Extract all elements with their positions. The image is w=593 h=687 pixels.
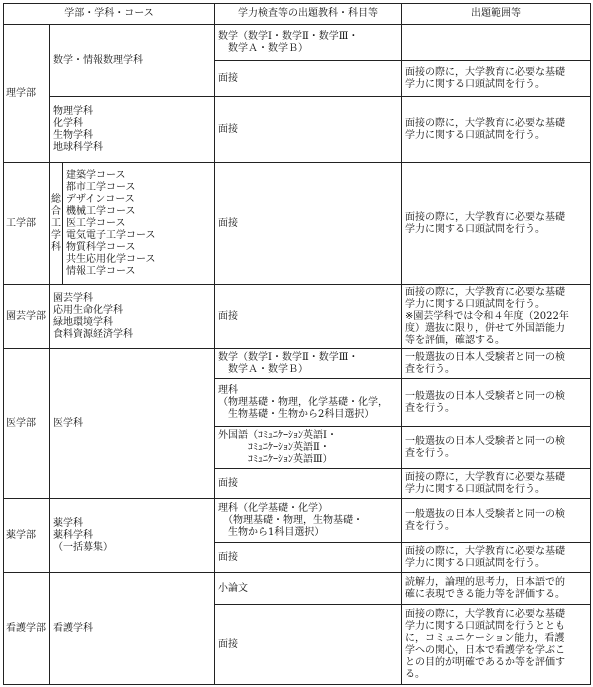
dept-math: 数学・情報数理学科 [50,25,215,97]
header-range: 出題範囲等 [402,4,591,25]
subject-cell: 面接 [215,97,402,163]
subject-cell: 面接 [215,285,402,349]
subject-cell: 面接 [215,605,402,685]
range-cell: 面接の際に，大学教育に必要な基礎 学力に関する口頭試問を行う。 ※園芸学科では令和４年度（2022年 度）選抜に限り，併せて外国語能力 等を評価，確認する。 [402,285,591,349]
faculty-yakugaku: 薬学部 [4,499,50,573]
subject-cell: 面接 [215,61,402,97]
range-cell [402,25,591,61]
faculty-rigaku: 理学部 [4,25,50,163]
range-cell: 面接の際に，大学教育に必要な基礎 学力に関する口頭試問を行う。 [402,163,591,285]
range-cell: 面接の際に，大学教育に必要な基礎 学力に関する口頭試問を行う。 [402,543,591,573]
range-cell: 面接の際に，大学教育に必要な基礎 学力に関する口頭試問を行う。 [402,469,591,499]
range-cell: 一般選抜の日本人受験者と同一の検 査を行う。 [402,349,591,379]
subject-cell: 理科 （物理基礎・物理，化学基礎・化学， 生物基礎・生物から2科目選択） [215,379,402,427]
dept-sogo-kogaku: 総合工学科 [50,163,63,285]
table-row [4,25,591,61]
subject-cell: 外国語（ｺﾐｭﾆｹｰｼｮﾝ英語Ⅰ・ ｺﾐｭﾆｹｰｼｮﾝ英語Ⅱ・ ｺﾐｭﾆｹｰｼｮﾝ英語Ⅲ） [215,427,402,469]
range-cell: 面接の際に，大学教育に必要な基礎 学力に関する口頭試問を行う。 [402,61,591,97]
subject-cell: 理科（化学基礎・化学） （物理基礎・物理，生物基礎・ 生物から1科目選択） [215,499,402,543]
table-row [4,349,591,379]
dept-science: 物理学科 化学科 生物学科 地球科学科 [50,97,215,163]
range-cell: 面接の際に，大学教育に必要な基礎 学力に関する口頭試問を行うととも に，コミュニケーション能力，看護 学への関心，日本で看護学を学ぶこ との目的が明確であるか等を評価す る。 [402,605,591,685]
dept-kango: 看護学科 [50,573,215,685]
faculty-kango: 看護学部 [4,573,50,685]
header-row [4,4,591,25]
faculty-engei: 園芸学部 [4,285,50,349]
subject-cell: 数学（数学Ⅰ・数学Ⅱ・数学Ⅲ・ 数学Ａ・数学Ｂ） [215,25,402,61]
range-cell: 一般選抜の日本人受験者と同一の検 査を行う。 [402,499,591,543]
header-subject: 学力検査等の出題教科・科目等 [215,4,402,25]
subject-cell: 面接 [215,163,402,285]
table-row [4,285,591,349]
range-cell: 面接の際に，大学教育に必要な基礎 学力に関する口頭試問を行う。 [402,97,591,163]
exam-subjects-table [3,3,591,685]
range-cell: 読解力，論理的思考力，日本語で的 確に表現できる能力等を評価する。 [402,573,591,605]
table-row [4,163,591,285]
range-cell: 一般選抜の日本人受験者と同一の検 査を行う。 [402,379,591,427]
subject-cell: 面接 [215,469,402,499]
dept-igaku: 医学科 [50,349,215,499]
dept-engei: 園芸学科 応用生命化学科 緑地環境学科 食料資源経済学科 [50,285,215,349]
course-list: 建築学コース 都市工学コース デザインコース 機械工学コース 医工学コース 電気電子工学コース 物質科学コース 共生応用化学コース 情報工学コース [63,163,215,285]
header-faculty: 学部・学科・コース [4,4,215,25]
dept-yakugaku: 薬学科 薬科学科 （一括募集） [50,499,215,573]
subject-cell: 小論文 [215,573,402,605]
table-row [4,573,591,605]
table-row [4,97,591,163]
table-row [4,499,591,543]
faculty-kogaku: 工学部 [4,163,50,285]
faculty-igaku: 医学部 [4,349,50,499]
subject-cell: 数学（数学Ⅰ・数学Ⅱ・数学Ⅲ・ 数学Ａ・数学Ｂ） [215,349,402,379]
range-cell: 一般選抜の日本人受験者と同一の検 査を行う。 [402,427,591,469]
subject-cell: 面接 [215,543,402,573]
